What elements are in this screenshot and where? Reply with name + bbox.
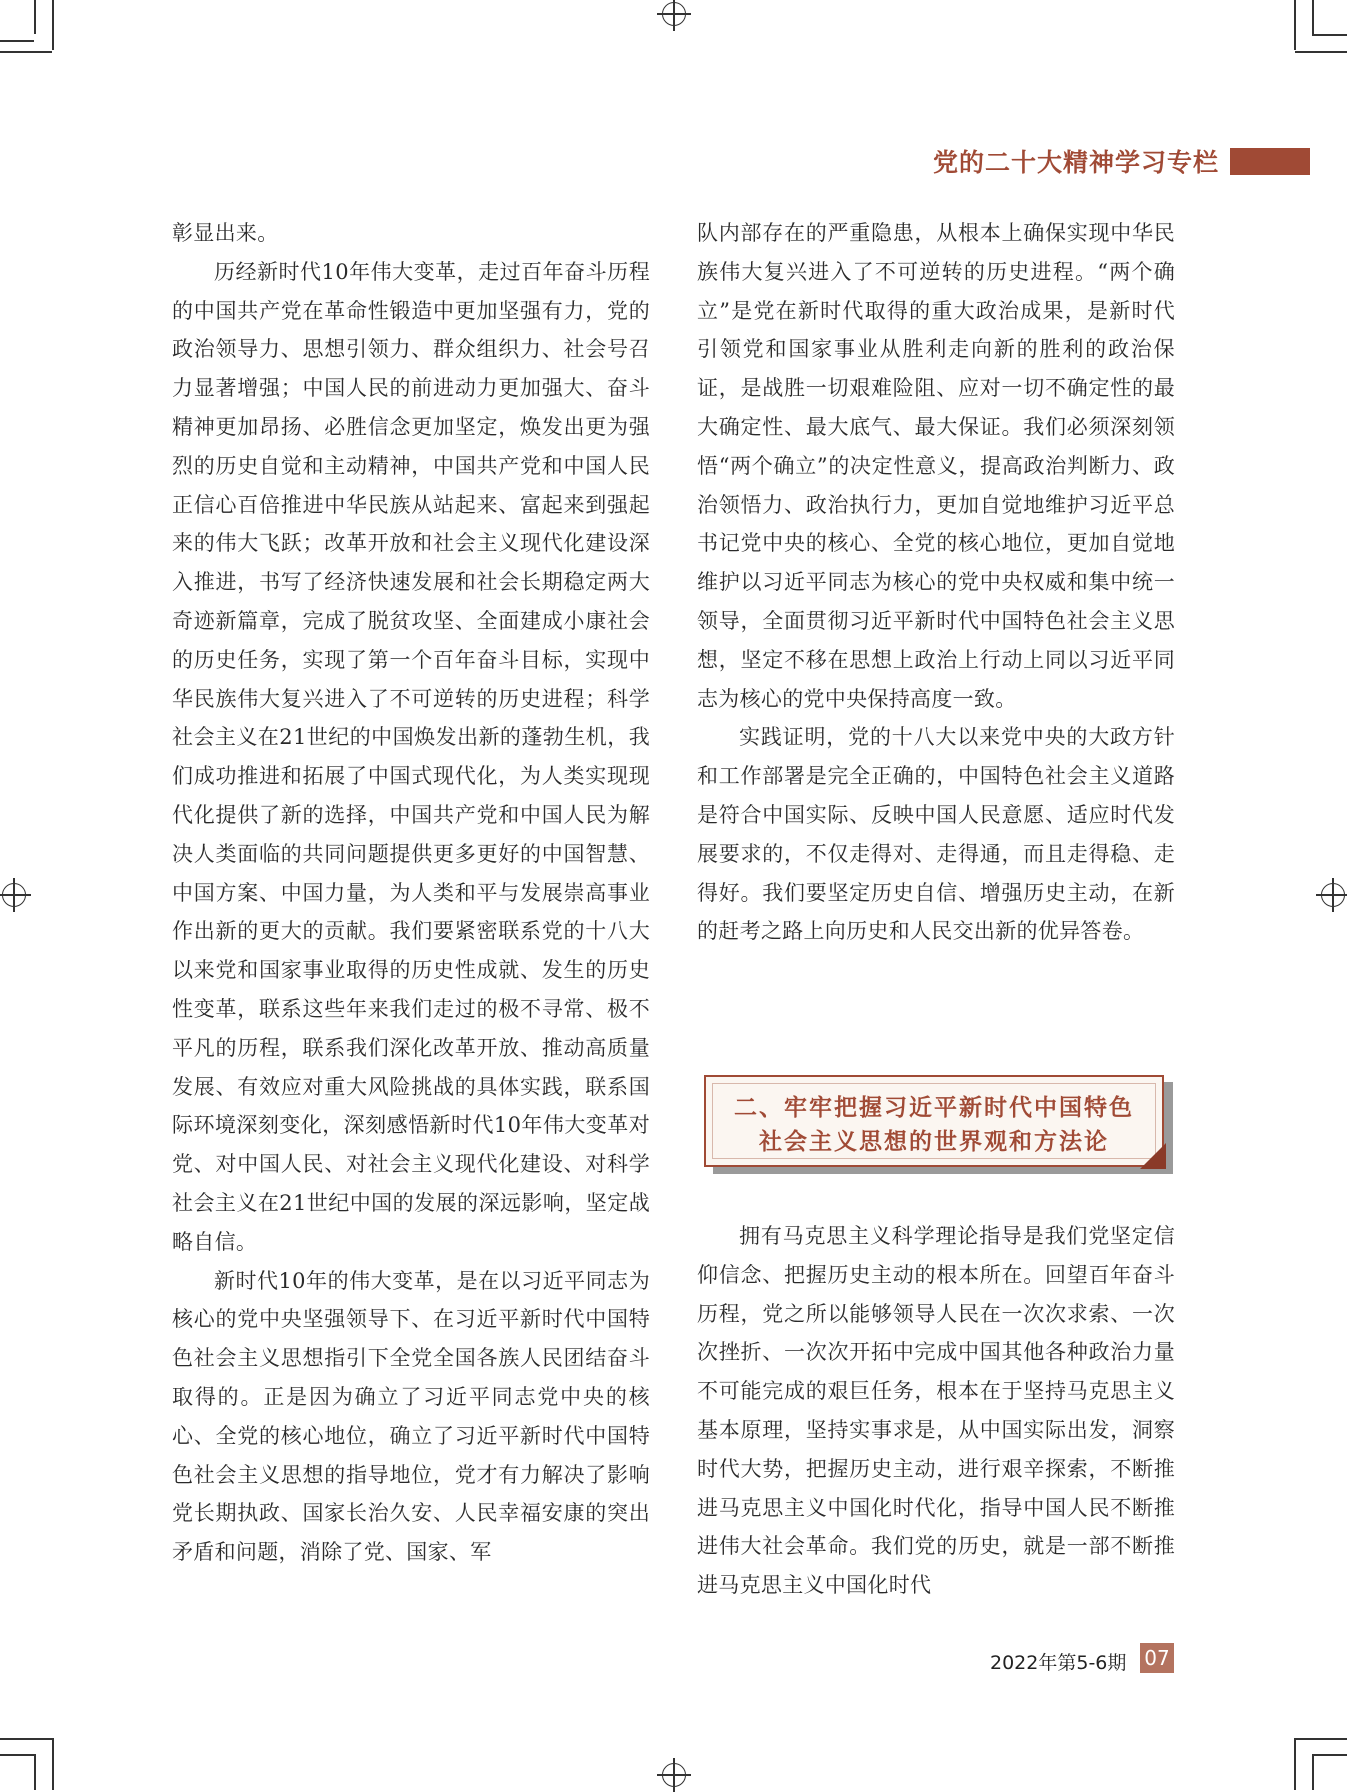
crop-mark (1312, 1754, 1347, 1756)
crop-mark (1312, 1754, 1314, 1790)
crop-mark (34, 1754, 36, 1790)
paragraph: 历经新时代10年伟大变革，走过百年奋斗历程的中国共产党在革命性锻造中更加坚强有力，党的政治领导力、思想引领力、群众组织力、社会号召力显著增强；中国人民的前进动力更加强大、奋斗精神更加昂扬、必胜信念更加坚定，焕发出更为强烈的历史自觉和主动精神，中国共产党和中国人民正信心百倍推进中华民族从站起来、富起来到强起来的伟大飞跃；改革开放和社会主义现代化建设深入推进，书写了经济快速发展和社会长期稳定两大奇迹新篇章，完成了脱贫攻坚、全面建成小康社会的历史任务，实现了第一个百年奋斗目标，实现中华民族伟大复兴进入了不可逆转的历史进程；科学社会主义在21世纪的中国焕发出新的蓬勃生机，我们成功推进和拓展了中国式现代化，为人类实现现代化提供了新的选择，中国共产党和中国人民为解决人类面临的共同问题提供更多更好的中国智慧、中国方案、中国力量，为人类和平与发展崇高事业作出新的更大的贡献。我们要紧密联系党的十八大以来党和国家事业取得的历史性成就、发生的历史性变革，联系这些年来我们走过的极不寻常、极不平凡的历程，联系我们深化改革开放、推动高质量发展、有效应对重大风险挑战的具体实践，联系国际环境深刻变化，深刻感悟新时代10年伟大变革对党、对中国人民、对社会主义现代化建设、对科学社会主义在21世纪中国的发展的深远影响，坚定战略自信。 (172, 259, 650, 1254)
issue-label: 2022年第5-6期 (990, 1652, 1127, 1674)
registration-mark-left (0, 878, 31, 912)
crop-mark (1295, 1738, 1347, 1740)
crop-mark (1294, 1738, 1296, 1790)
crop-mark (1294, 0, 1296, 50)
registration-mark-top (657, 0, 691, 31)
column-header-title: 党的二十大精神学习专栏 (932, 148, 1219, 177)
registration-mark-bottom (657, 1758, 691, 1792)
column-header-bar (1230, 148, 1310, 175)
section-heading-corner-accent (1140, 1143, 1166, 1169)
section-heading-box (704, 1075, 1164, 1167)
registration-mark-right (1316, 878, 1347, 912)
paragraph: 彰显出来。 (172, 221, 279, 245)
crop-mark (1295, 51, 1347, 53)
page-number-badge: 07 (1140, 1643, 1174, 1673)
crop-mark (0, 51, 52, 53)
right-text-column-lower (697, 1217, 1175, 1605)
paragraph: 实践证明，党的十八大以来党中央的大政方针和工作部署是完全正确的，中国特色社会主义道路是符合中国实际、反映中国人民意愿、适应时代发展要求的，不仅走得对、走得通，而且走得稳、走得好。我们要坚定历史自信、增强历史主动，在新的赶考之路上向历史和人民交出新的优异答卷。 (697, 725, 1175, 944)
paragraph: 拥有马克思主义科学理论指导是我们党坚定信仰信念、把握历史主动的根本所在。回望百年奋斗历程，党之所以能够领导人民在一次次求索、一次次挫折、一次次开拓中完成中国其他各种政治力量不可能完成的艰巨任务，根本在于坚持马克思主义基本原理，坚持实事求是，从中国实际出发，洞察时代大势，把握历史主动，进行艰辛探索，不断推进马克思主义中国化时代化，指导中国人民不断推进伟大社会革命。我们党的历史，就是一部不断推进马克思主义中国化时代 (697, 1224, 1175, 1598)
crop-mark (52, 1738, 54, 1790)
crop-mark (1312, 34, 1347, 36)
right-text-column (697, 214, 1175, 951)
crop-mark (34, 0, 36, 34)
paragraph: 新时代10年的伟大变革，是在以习近平同志为核心的党中央坚强领导下、在习近平新时代中国特色社会主义思想指引下全党全国各族人民团结奋斗取得的。正是因为确立了习近平同志党中央的核心、全党的核心地位，确立了习近平新时代中国特色社会主义思想的指导地位，党才有力解决了影响党长期执政、国家长治久安、人民幸福安康的突出矛盾和问题，消除了党、国家、军 (172, 1268, 650, 1565)
section-heading-line-2: 社会主义思想的世界观和方法论 (759, 1129, 1109, 1155)
crop-mark (0, 40, 34, 42)
crop-mark (0, 1738, 52, 1740)
crop-mark (0, 1754, 34, 1756)
paragraph: 队内部存在的严重隐患，从根本上确保实现中华民族伟大复兴进入了不可逆转的历史进程。“两个确立”是党在新时代取得的重大政治成果，是新时代引领党和国家事业从胜利走向新的胜利的政治保证，是战胜一切艰难险阻、应对一切不确定性的最大确定性、最大底气、最大保证。我们必须深刻领悟“两个确立”的决定性意义，提高政治判断力、政治领悟力、政治执行力，更加自觉地维护习近平总书记党中央的核心、全党的核心地位，更加自觉地维护以习近平同志为核心的党中央权威和集中统一领导，全面贯彻习近平新时代中国特色社会主义思想，坚定不移在思想上政治上行动上同以习近平同志为核心的党中央保持高度一致。 (697, 221, 1175, 711)
section-heading-line-1: 二、牢牢把握习近平新时代中国特色 (734, 1095, 1134, 1121)
crop-mark (1312, 0, 1314, 34)
crop-mark (52, 0, 54, 50)
left-text-column (172, 214, 650, 1572)
